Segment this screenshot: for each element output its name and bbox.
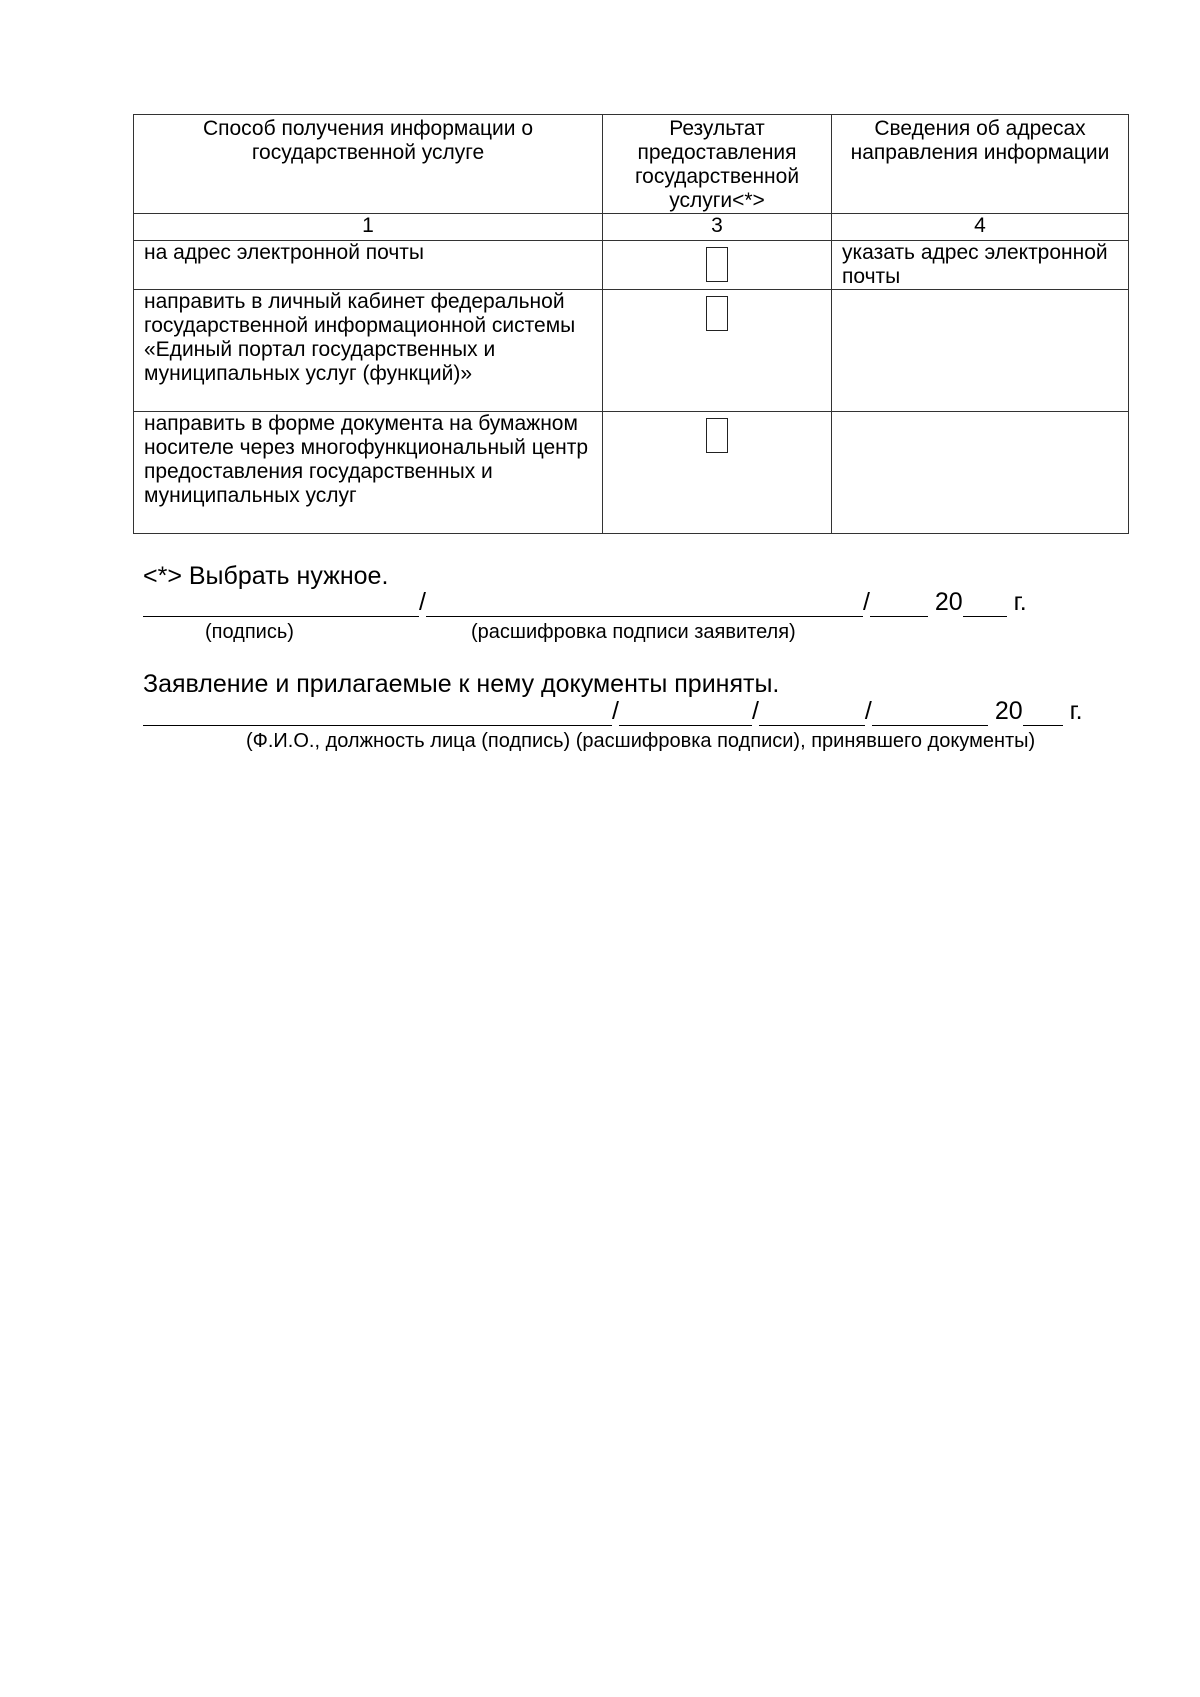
separator: / [419,588,426,616]
table-row [134,290,1129,412]
year-suffix: г. [1069,697,1083,725]
table-row [134,241,1129,290]
separator: / [612,697,619,725]
option-checkbox[interactable] [706,247,728,282]
result-cell [603,241,832,290]
address-cell [832,412,1129,534]
separator: / [751,697,759,725]
signature-blank[interactable] [143,590,419,617]
signature-caption: (подпись) [205,621,294,643]
separator: / [864,697,872,725]
day-month-blank[interactable] [872,699,988,726]
year-blank[interactable] [963,590,1007,617]
acceptance-signature-line [143,697,1083,726]
option-checkbox[interactable] [706,296,728,331]
option-checkbox[interactable] [706,418,728,453]
header-addresses: Сведения об адресах направления информации [832,115,1129,214]
address-cell [832,290,1129,412]
method-cell: направить в форме документа на бумажном носителе через многофункциональный центр предоставления государственных и муниципальных услуг [134,412,603,534]
footnote: <*> Выбрать нужное. [143,562,389,590]
info-delivery-table [133,114,1129,534]
table-row [134,412,1129,534]
address-cell: указать адрес электронной почты [832,241,1129,290]
year-prefix: 20 [934,588,963,616]
result-cell [603,290,832,412]
year-suffix: г. [1013,588,1027,616]
applicant-signature-line [143,588,1027,617]
result-cell [603,412,832,534]
signature-blank[interactable] [619,699,752,726]
acceptance-text: Заявление и прилагаемые к нему документы приняты. [143,670,780,698]
column-number: 1 [134,214,603,241]
header-result: Результат предоставления государственной услуги<*> [603,115,832,214]
method-cell: направить в личный кабинет федеральной государственной информационной системы «Единый портал государственных и муниципальных услуг (функций)» [134,290,603,412]
decoding-caption: (расшифровка подписи заявителя) [471,621,796,643]
year-blank[interactable] [1023,699,1063,726]
separator: / [862,588,870,616]
column-number-row [134,214,1129,241]
acceptance-caption: (Ф.И.О., должность лица (подпись) (расшифровка подписи), принявшего документы) [246,730,1036,752]
decoding-blank[interactable] [426,590,863,617]
table-header-row [134,115,1129,214]
year-prefix: 20 [994,697,1023,725]
decoding-blank[interactable] [759,699,865,726]
day-month-blank[interactable] [870,590,928,617]
column-number: 4 [832,214,1129,241]
name-position-blank[interactable] [143,699,612,726]
method-cell: на адрес электронной почты [134,241,603,290]
header-method: Способ получения информации о государственной услуге [134,115,603,214]
column-number: 3 [603,214,832,241]
